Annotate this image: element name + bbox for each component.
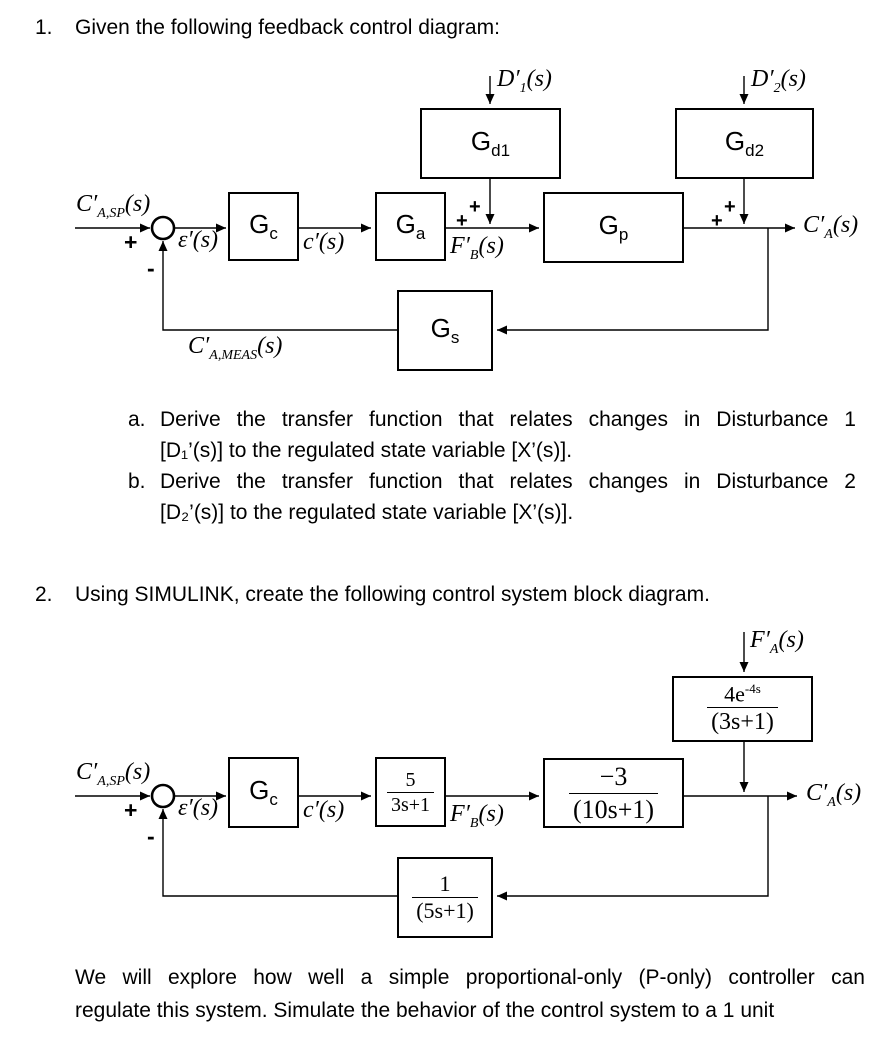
label-setpoint-2 — [76, 759, 150, 790]
d1-rest: (s) — [526, 66, 552, 92]
gc2-sub: c — [269, 790, 278, 810]
gp-sub: p — [618, 225, 629, 245]
label-manipulated-1 — [450, 233, 504, 264]
fb2-rest: (s) — [478, 801, 504, 827]
label-flow-disturbance — [750, 627, 804, 658]
label-disturbance2 — [751, 66, 806, 97]
fb1-rest: (s) — [478, 233, 504, 259]
gc1-base: G — [249, 208, 270, 239]
err1-rest: (s) — [192, 227, 219, 253]
d2-summing-junction — [152, 785, 174, 807]
meas-prime: ′ — [204, 333, 210, 359]
d1-junction1-plus-upper: + — [469, 196, 481, 218]
d2-base: D — [751, 66, 769, 92]
problem2-prompt: Using SIMULINK, create the following control system block diagram. — [75, 583, 710, 606]
d2-rest: (s) — [780, 66, 806, 92]
sensor-tf-den: (5s+1) — [412, 897, 478, 924]
fb2-sub: B — [469, 815, 479, 831]
block-ga — [375, 192, 446, 261]
problem1-item-a — [128, 404, 856, 466]
fb1-base: F — [450, 233, 465, 259]
block-ga-label — [396, 209, 426, 244]
block-gc-2 — [228, 757, 299, 828]
fa-prime: ′ — [764, 627, 770, 653]
block-gc-2-label — [249, 775, 278, 810]
sp2-rest: (s) — [124, 759, 151, 785]
sp1-prime: ′ — [92, 191, 98, 217]
process-tf-fraction — [569, 761, 658, 824]
gd2-sub: d2 — [745, 141, 765, 161]
out1-rest: (s) — [832, 212, 859, 238]
footer-line2: regulate this system. Simulate the behavior of the control system to a 1 unit — [75, 999, 775, 1022]
fb2-prime: ′ — [464, 801, 470, 827]
block-gd1-label — [471, 126, 510, 161]
meas-sub: A,MEAS — [209, 347, 258, 363]
meas-base: C — [188, 333, 205, 359]
process-tf-den: (10s+1) — [569, 793, 658, 825]
co2-rest: (s) — [318, 797, 345, 823]
fb1-sub: B — [469, 247, 479, 263]
problem1-number: 1. — [35, 16, 53, 39]
item-a-text — [160, 404, 856, 466]
sp2-sub: A,SP — [97, 773, 125, 789]
d1-sum-minus-sign: - — [147, 255, 155, 281]
d2-sum-plus-sign: + — [124, 797, 138, 823]
d2-sum-minus-sign: - — [147, 823, 155, 849]
sp2-prime: ′ — [92, 759, 98, 785]
co1-prime: ′ — [313, 229, 319, 255]
sensor-tf-num: 1 — [439, 870, 451, 896]
gc2-base: G — [249, 774, 270, 805]
footer-paragraph — [75, 961, 865, 1027]
disturbance-tf-den: (3s+1) — [707, 707, 778, 737]
block-gd2-label — [725, 126, 764, 161]
block-gc-1-label — [249, 209, 278, 244]
label-setpoint-1 — [76, 191, 150, 222]
disturbance-tf-num-exp: -4s — [744, 680, 761, 696]
item-a-line1: Derive the transfer function that relates changes in Disturbance 1 — [160, 408, 856, 431]
label-measured-1 — [188, 333, 282, 364]
co1-base: c — [303, 229, 314, 255]
valve-tf-den: 3s+1 — [387, 792, 434, 817]
problem1-heading — [35, 13, 855, 43]
out1-sub: A — [824, 226, 833, 242]
block-valve-tf — [375, 757, 446, 827]
meas-rest: (s) — [257, 333, 283, 359]
out1-prime: ′ — [819, 212, 825, 238]
gd2-base: G — [724, 125, 746, 156]
out2-sub: A — [827, 794, 836, 810]
item-b-label: b. — [128, 470, 146, 493]
block-gp — [543, 192, 684, 263]
gd1-base: G — [470, 125, 492, 156]
block-gc-1 — [228, 192, 299, 261]
label-controller-out-2 — [303, 797, 344, 825]
item-b-line2: [D₂’(s)] to the regulated state variable [X’(s)]. — [160, 501, 574, 524]
label-error-2 — [178, 795, 218, 823]
block-gp-label — [599, 210, 629, 245]
co2-base: c — [303, 797, 314, 823]
d2-prime: ′ — [768, 66, 774, 92]
err1-prime: ′ — [187, 227, 193, 253]
disturbance-tf-num — [722, 681, 763, 708]
co1-rest: (s) — [318, 229, 345, 255]
gs-sub: s — [450, 328, 460, 348]
d1-base: D — [497, 66, 515, 92]
block-gs-label — [431, 313, 460, 348]
err2-rest: (s) — [192, 795, 219, 821]
item-a-line2: [D₁’(s)] to the regulated state variable [X’(s)]. — [160, 439, 573, 462]
label-disturbance1 — [497, 66, 552, 97]
ga-sub: a — [415, 224, 426, 244]
label-output-2 — [806, 780, 861, 811]
out2-prime: ′ — [822, 780, 828, 806]
label-output-1 — [803, 212, 858, 243]
err2-prime: ′ — [187, 795, 193, 821]
item-b-text — [160, 466, 856, 528]
label-manipulated-2 — [450, 801, 504, 832]
err2-base: ε — [178, 795, 188, 821]
problem2-number: 2. — [35, 583, 53, 606]
d1-prime: ′ — [514, 66, 520, 92]
sp1-rest: (s) — [124, 191, 151, 217]
co2-prime: ′ — [313, 797, 319, 823]
d1-junction2-plus-upper: + — [724, 196, 736, 218]
sensor-tf-fraction — [412, 871, 478, 925]
valve-tf-num: 5 — [405, 768, 416, 791]
out2-base: C — [806, 780, 823, 806]
problem1-prompt: Given the following feedback control diagram: — [75, 16, 500, 39]
fa-rest: (s) — [778, 627, 804, 653]
block-process-tf — [543, 758, 684, 828]
gs-base: G — [430, 312, 451, 343]
block-sensor-tf — [397, 857, 493, 938]
footer-line1: We will explore how well a simple proportional-only (P-only) controller can — [75, 966, 865, 989]
problem2-heading — [35, 580, 855, 610]
label-controller-out-1 — [303, 229, 344, 257]
block-disturbance-tf — [672, 676, 813, 742]
disturbance-tf-num-base: 4e — [724, 681, 745, 707]
block-gs — [397, 290, 493, 371]
fa-sub: A — [769, 641, 779, 657]
valve-tf-fraction — [387, 768, 434, 817]
sp1-sub: A,SP — [97, 205, 125, 221]
out1-base: C — [803, 212, 820, 238]
d2-sub: 2 — [773, 80, 781, 96]
fb1-prime: ′ — [464, 233, 470, 259]
disturbance-tf-fraction — [707, 681, 778, 738]
problem1-item-b — [128, 466, 856, 528]
ga-base: G — [395, 208, 416, 239]
item-a-label: a. — [128, 408, 146, 431]
d1-summing-junction — [152, 217, 174, 239]
fb2-base: F — [450, 801, 465, 827]
item-b-line1: Derive the transfer function that relates changes in Disturbance 2 — [160, 470, 856, 493]
gp-base: G — [598, 209, 619, 240]
out2-rest: (s) — [835, 780, 862, 806]
gd1-sub: d1 — [491, 141, 511, 161]
label-error-1 — [178, 227, 218, 255]
process-tf-num: −3 — [599, 762, 628, 792]
sp2-base: C — [76, 759, 93, 785]
d1-sum-plus-sign: + — [124, 229, 138, 255]
block-gd1 — [420, 108, 561, 179]
d1-junction1-plus-lower: + — [456, 210, 468, 232]
gc1-sub: c — [269, 224, 278, 244]
fa-base: F — [750, 627, 765, 653]
sp1-base: C — [76, 191, 93, 217]
block-gd2 — [675, 108, 814, 179]
d1-junction2-plus-lower: + — [711, 210, 723, 232]
d1-sub: 1 — [519, 80, 527, 96]
err1-base: ε — [178, 227, 188, 253]
